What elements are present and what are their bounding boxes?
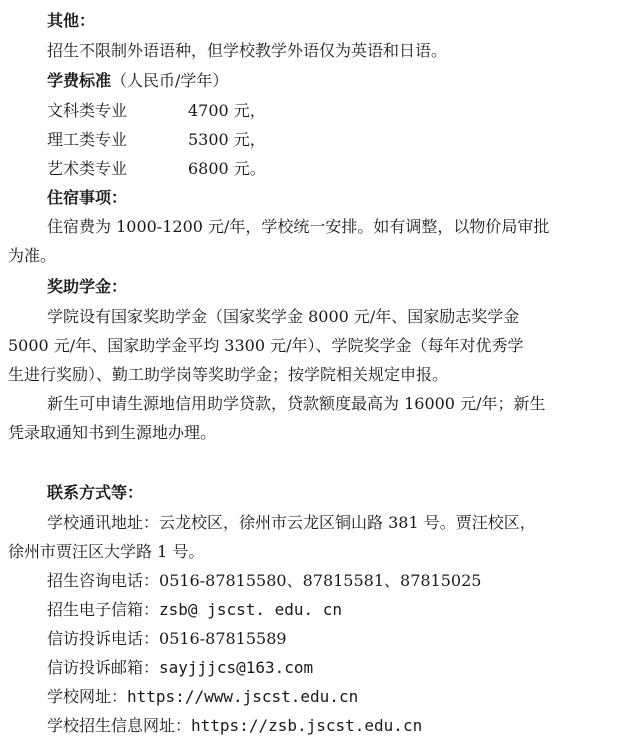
admission-site-label: 学校招生信息网址：	[47, 716, 192, 735]
contact-phone-row	[47, 570, 481, 592]
tuition-heading-title: 学费标准	[47, 71, 112, 90]
contact-email-label: 招生电子信箱：	[47, 600, 160, 619]
tuition-row	[0, 100, 643, 122]
admission-site-value: https://zsb.jscst.edu.cn	[191, 716, 423, 735]
aid-paragraph-line: 生进行奖励）、勤工助学岗等奖助学金；按学院相关规定申报。	[8, 365, 449, 384]
complaint-email-value: sayjjjcs@163.com	[159, 658, 314, 677]
contact-email-value: zsb@ jscst. edu. cn	[159, 600, 343, 619]
tuition-item-value: 5300 元，	[188, 130, 266, 149]
contact-email-row	[47, 599, 342, 621]
contact-phone-label: 招生咨询电话：	[47, 571, 160, 590]
tuition-heading	[47, 70, 228, 92]
contact-address-line: 徐州市贾汪区大学路 1 号。	[8, 542, 205, 561]
contact-address-line: 学校通讯地址：云龙校区，徐州市云龙区铜山路 381 号。贾汪校区，	[47, 513, 536, 532]
other-heading: 其他：	[47, 11, 96, 30]
aid-paragraph-line: 学院设有国家奖助学金（国家奖学金 8000 元/年、国家励志奖学金	[47, 307, 520, 326]
complaint-email-row	[47, 657, 313, 679]
contact-heading: 联系方式等：	[47, 483, 144, 502]
aid-paragraph-line: 新生可申请生源地信用助学贷款，贷款额度最高为 16000 元/年；新生	[47, 394, 546, 413]
tuition-heading-unit: （人民币/学年）	[111, 71, 229, 90]
tuition-row	[0, 158, 643, 180]
aid-paragraph-line: 凭录取通知书到生源地办理。	[8, 423, 217, 442]
tuition-item-value: 6800 元。	[188, 159, 266, 178]
complaint-phone-value: 0516-87815589	[159, 629, 287, 648]
website-label: 学校网址：	[47, 687, 128, 706]
housing-line: 为准。	[8, 246, 57, 265]
housing-line: 住宿费为 1000-1200 元/年，学校统一安排。如有调整，以物价局审批	[47, 217, 550, 236]
aid-heading: 奖助学金：	[47, 277, 128, 296]
website-row	[47, 686, 358, 708]
tuition-item-name: 理工类专业	[47, 130, 128, 149]
aid-paragraph-line: 5000 元/年、国家助学金平均 3300 元/年）、学院奖学金（每年对优秀学	[8, 336, 524, 355]
complaint-phone-label: 信访投诉电话：	[47, 629, 160, 648]
tuition-item-name: 文科类专业	[47, 101, 128, 120]
tuition-item-value: 4700 元，	[188, 101, 266, 120]
complaint-phone-row	[47, 628, 287, 650]
other-text: 招生不限制外语语种，但学校教学外语仅为英语和日语。	[47, 41, 448, 60]
tuition-item-name: 艺术类专业	[47, 159, 128, 178]
complaint-email-label: 信访投诉邮箱：	[47, 658, 160, 677]
website-value: https://www.jscst.edu.cn	[127, 687, 359, 706]
contact-phone-value: 0516-87815580、87815581、87815025	[159, 571, 482, 590]
housing-heading: 住宿事项：	[47, 188, 128, 207]
admission-site-row	[47, 715, 422, 737]
tuition-row	[0, 129, 643, 151]
